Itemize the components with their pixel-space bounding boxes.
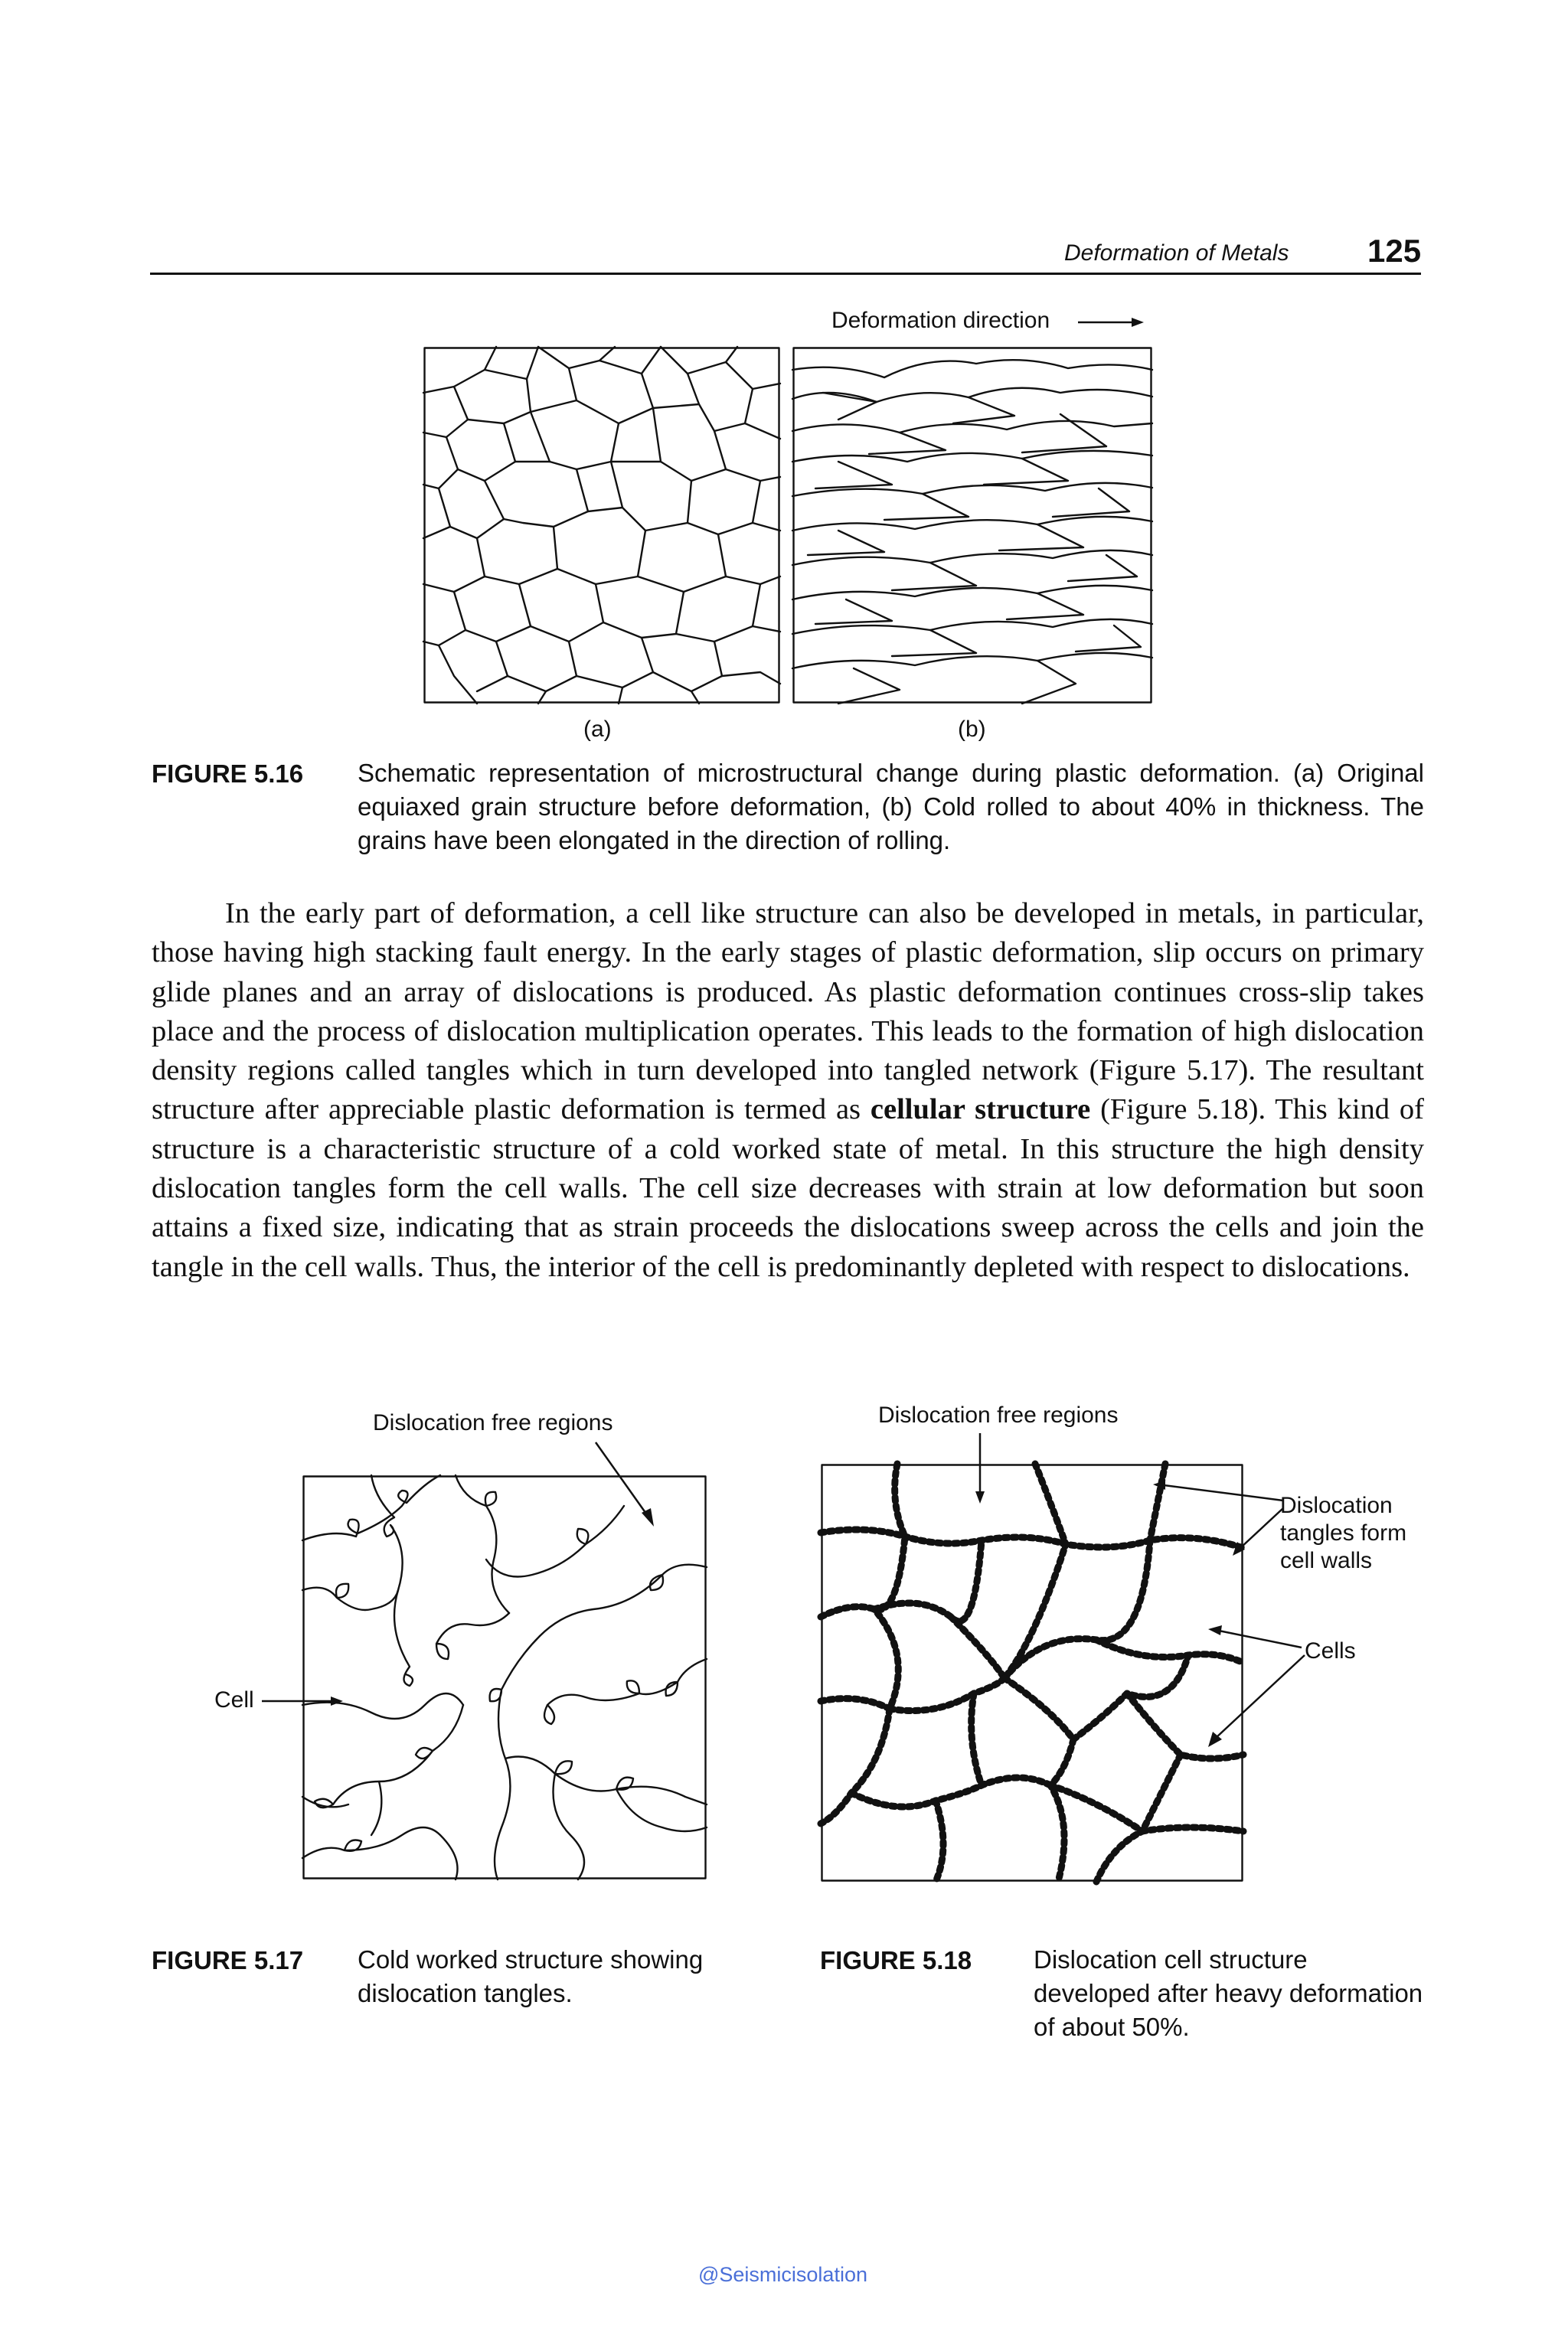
fig-5-18-tangles-leaders-icon bbox=[1148, 1478, 1286, 1562]
running-title: Deformation of Metals bbox=[1064, 240, 1289, 266]
figure-5-18-caption: Dislocation cell structure developed after heavy deformation of about 50%. bbox=[1034, 1945, 1423, 2041]
paragraph-text-1: In the early part of deformation, a cell like structure can also be developed in metals, in particular, those having high stacking fault energy. In the early stages of plastic deformation, slip occurs on primary glide planes and an array of dislocations is produced. As plastic deformation continues cross-slip takes place and the process of dislocation multiplication operates. This leads to the formation of high dislocation density regions called tangles which in turn developed into tangled network (Figure 5.17). The resultant structure after appreciable plastic deformation is termed as bbox=[152, 897, 1424, 1126]
figure-5-16-number: FIGURE 5.16 bbox=[152, 759, 304, 788]
figure-5-16-caption: Schematic representation of microstructural change during plastic deformation. (a) Original equiaxed grain structure before deformation, (b) Cold rolled to about 40% in thickness. The grains have been elongated in the direction of rolling. bbox=[358, 759, 1424, 854]
body-paragraph bbox=[152, 894, 1424, 1287]
tangles-label-line3: cell walls bbox=[1280, 1548, 1373, 1573]
deformation-direction-arrow-icon bbox=[1076, 314, 1145, 331]
figure-5-16b-elongated-grains bbox=[792, 347, 1152, 704]
figure-5-17-dislocation-tangles bbox=[302, 1475, 707, 1879]
fig-5-18-free-regions-label: Dislocation free regions bbox=[878, 1403, 1119, 1428]
header-rule bbox=[150, 273, 1421, 275]
watermark: @Seismicisolation bbox=[698, 2263, 867, 2286]
panel-a-label: (a) bbox=[583, 717, 612, 742]
figure-5-18-number: FIGURE 5.18 bbox=[820, 1946, 972, 1974]
paragraph-text-2: (Figure 5.18). This kind of structure is a characteristic structure of a cold worked state of metal. In this structure the high density dislocation tangles form the cell walls. The cell size decreases with strain at low deformation but soon attains a fixed size, indicating that as strain proceeds the dislocations sweep across the cells and join the tangle in the cell walls. Thus, the interior of the cell is predominantly depleted with respect to dislocations. bbox=[152, 1093, 1424, 1283]
page-number: 125 bbox=[1367, 233, 1422, 269]
tangles-label-line2: tangles form bbox=[1280, 1520, 1407, 1546]
fig-5-18-cells-leaders-icon bbox=[1202, 1623, 1309, 1753]
figure-5-16a-equiaxed-grains bbox=[423, 347, 780, 704]
tangles-label-line1: Dislocation bbox=[1280, 1493, 1393, 1518]
panel-b-label: (b) bbox=[958, 717, 986, 742]
figure-5-17-caption: Cold worked structure showing dislocation tangles. bbox=[358, 1945, 704, 2007]
figure-5-17-number: FIGURE 5.17 bbox=[152, 1946, 304, 1974]
paragraph-bold-term: cellular structure bbox=[870, 1093, 1091, 1126]
cell-label: Cell bbox=[214, 1687, 254, 1713]
deformation-direction-label: Deformation direction bbox=[831, 308, 1050, 333]
fig-5-17-free-regions-label: Dislocation free regions bbox=[373, 1410, 613, 1435]
cells-label: Cells bbox=[1305, 1638, 1356, 1664]
